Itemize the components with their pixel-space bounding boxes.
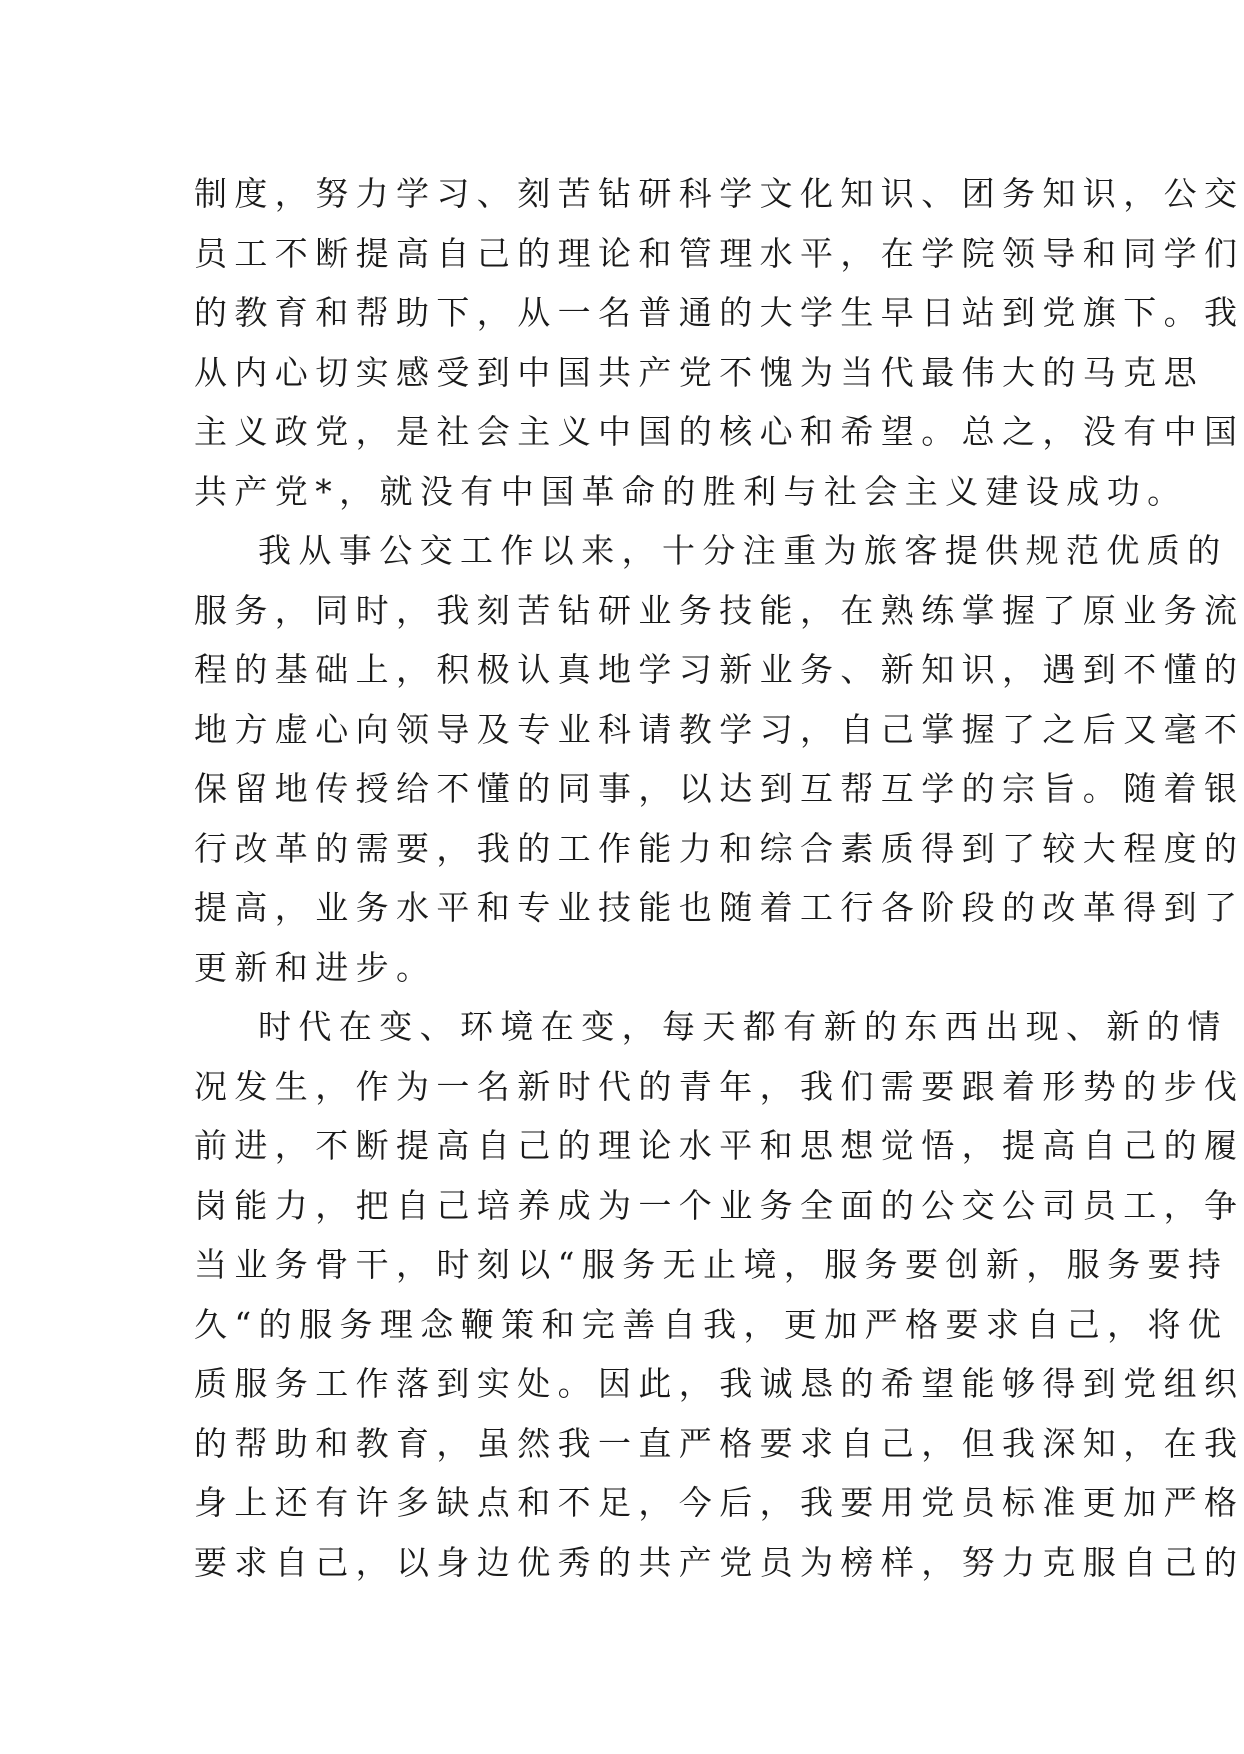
text-line: 身上还有许多缺点和不足，今后，我要用党员标准更加严格 xyxy=(194,1483,1244,1522)
text-line: 程的基础上，积极认真地学习新业务、新知识，遇到不懂的 xyxy=(194,650,1244,689)
text-line: 服务，同时，我刻苦钻研业务技能，在熟练掌握了原业务流 xyxy=(194,590,1244,630)
text-line: 从内心切实感受到中国共产党不愧为当代最伟大的马克思 xyxy=(194,352,1204,392)
text-line: 岗能力，把自己培养成为一个业务全面的公交公司员工，争 xyxy=(194,1185,1244,1225)
text-line: 况发生，作为一名新时代的青年，我们需要跟着形势的步伐 xyxy=(194,1066,1244,1106)
text-line: 主义政党，是社会主义中国的核心和希望。总之，没有中国 xyxy=(194,412,1244,451)
text-line: 地方虚心向领导及专业科请教学习，自己掌握了之后又毫不 xyxy=(194,709,1244,749)
text-line: 我从事公交工作以来，十分注重为旅客提供规范优质的 xyxy=(258,531,1228,570)
text-line: 的帮助和教育，虽然我一直严格要求自己，但我深知，在我 xyxy=(194,1423,1244,1463)
document-body xyxy=(194,164,1244,1592)
text-line: 时代在变、环境在变，每天都有新的东西出现、新的情 xyxy=(258,1007,1228,1046)
text-line: 当业务骨干，时刻以“服务无止境，服务要创新，服务要持 xyxy=(194,1245,1229,1284)
text-line: 员工不断提高自己的理论和管理水平，在学院领导和同学们 xyxy=(194,233,1244,273)
text-line: 更新和进步。 xyxy=(194,947,437,987)
text-line: 共产党*，就没有中国革命的胜利与社会主义建设成功。 xyxy=(194,471,1188,511)
text-line: 保留地传授给不懂的同事，以达到互帮互学的宗旨。随着银 xyxy=(194,769,1244,808)
text-line: 要求自己，以身边优秀的共产党员为榜样，努力克服自己的 xyxy=(194,1542,1244,1582)
text-line: 质服务工作落到实处。因此，我诚恳的希望能够得到党组织 xyxy=(194,1364,1244,1403)
text-line: 提高，业务水平和专业技能也随着工行各阶段的改革得到了 xyxy=(194,888,1244,927)
text-line: 的教育和帮助下，从一名普通的大学生早日站到党旗下。我 xyxy=(194,293,1244,332)
text-line: 久“的服务理念鞭策和完善自我，更加严格要求自己，将优 xyxy=(194,1304,1229,1344)
text-line: 前进，不断提高自己的理论水平和思想觉悟，提高自己的履 xyxy=(194,1126,1244,1165)
text-line: 行改革的需要，我的工作能力和综合素质得到了较大程度的 xyxy=(194,828,1244,868)
text-line: 制度，努力学习、刻苦钻研科学文化知识、团务知识，公交 xyxy=(194,174,1244,213)
